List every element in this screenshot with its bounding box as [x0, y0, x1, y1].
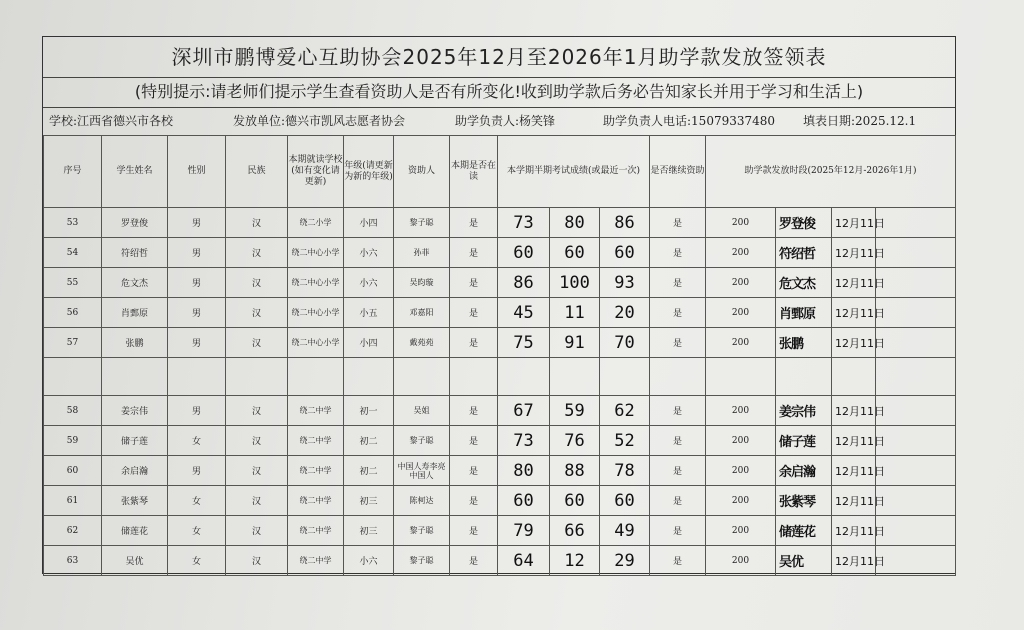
student-name: 危文杰: [102, 268, 168, 298]
score-2: 91: [550, 328, 600, 358]
score-1: 73: [498, 208, 550, 238]
student-name: 肖鄄原: [102, 298, 168, 328]
sign-date: 12月11日: [832, 328, 876, 358]
col-continue: 是否继续资助: [650, 136, 706, 208]
student-name: 储莲花: [102, 516, 168, 546]
score-3: 62: [600, 396, 650, 426]
score-3: 60: [600, 238, 650, 268]
table-row: [44, 238, 956, 268]
row-no: 62: [44, 516, 102, 546]
sponsor: 邓嘉阳: [394, 298, 450, 328]
gender: 女: [168, 546, 226, 576]
col-enrolled: 本期是否在读: [450, 136, 498, 208]
sign-table: [43, 135, 956, 576]
table-row: [44, 426, 956, 456]
score-3: 29: [600, 546, 650, 576]
row-no: 58: [44, 396, 102, 426]
enrolled: 是: [450, 298, 498, 328]
enrolled: 是: [450, 426, 498, 456]
continue: 是: [650, 486, 706, 516]
sponsor: 陈柯达: [394, 486, 450, 516]
student-name: 储子莲: [102, 426, 168, 456]
gender: 男: [168, 298, 226, 328]
ethnic: 汉: [226, 456, 288, 486]
table-row: [44, 456, 956, 486]
amount: 200: [706, 546, 776, 576]
row-no: 54: [44, 238, 102, 268]
school: 绕二中心小学: [288, 298, 344, 328]
row-no: 55: [44, 268, 102, 298]
amount: 200: [706, 456, 776, 486]
sign-date: 12月11日: [832, 208, 876, 238]
info-row: [43, 107, 955, 136]
ethnic: 汉: [226, 396, 288, 426]
col-sponsor: 资助人: [394, 136, 450, 208]
signature: 吴优: [776, 546, 832, 576]
enrolled: 是: [450, 208, 498, 238]
continue: 是: [650, 546, 706, 576]
score-1: 60: [498, 486, 550, 516]
score-1: 73: [498, 426, 550, 456]
table-row: [44, 486, 956, 516]
score-3: 49: [600, 516, 650, 546]
continue: 是: [650, 268, 706, 298]
score-3: 20: [600, 298, 650, 328]
enrolled: 是: [450, 516, 498, 546]
table-row: [44, 298, 956, 328]
ethnic: 汉: [226, 426, 288, 456]
col-no: 序号: [44, 136, 102, 208]
continue: 是: [650, 238, 706, 268]
amount: 200: [706, 396, 776, 426]
score-3: 60: [600, 486, 650, 516]
sign-date: 12月11日: [832, 426, 876, 456]
score-1: 86: [498, 268, 550, 298]
gender: 男: [168, 238, 226, 268]
score-2: 60: [550, 486, 600, 516]
table-row: [44, 268, 956, 298]
sponsor: 孙菲: [394, 238, 450, 268]
score-2: 60: [550, 238, 600, 268]
row-no: 60: [44, 456, 102, 486]
enrolled: 是: [450, 546, 498, 576]
enrolled: 是: [450, 486, 498, 516]
signature: 余启瀚: [776, 456, 832, 486]
score-1: 79: [498, 516, 550, 546]
score-1: 64: [498, 546, 550, 576]
continue: 是: [650, 208, 706, 238]
signature: 符绍哲: [776, 238, 832, 268]
table-row: [44, 546, 956, 576]
student-name: 吴优: [102, 546, 168, 576]
sponsor: 黎子聪: [394, 426, 450, 456]
grade: 小六: [344, 238, 394, 268]
blank-row: [44, 358, 956, 396]
enrolled: 是: [450, 268, 498, 298]
score-1: 60: [498, 238, 550, 268]
sponsor: 黎子聪: [394, 516, 450, 546]
score-1: 80: [498, 456, 550, 486]
score-2: 11: [550, 298, 600, 328]
gender: 女: [168, 516, 226, 546]
blank-cell: [876, 426, 956, 456]
amount: 200: [706, 426, 776, 456]
score-1: 67: [498, 396, 550, 426]
school: 绕二中学: [288, 426, 344, 456]
sign-date: 12月11日: [832, 396, 876, 426]
amount: 200: [706, 516, 776, 546]
student-name: 符绍哲: [102, 238, 168, 268]
blank-cell: [876, 328, 956, 358]
table-row: [44, 208, 956, 238]
row-no: 57: [44, 328, 102, 358]
sign-date: 12月11日: [832, 298, 876, 328]
grade: 初三: [344, 516, 394, 546]
score-3: 86: [600, 208, 650, 238]
blank-cell: [876, 208, 956, 238]
signature: 肖鄄原: [776, 298, 832, 328]
gender: 男: [168, 396, 226, 426]
sponsor: 黎子聪: [394, 546, 450, 576]
sign-date: 12月11日: [832, 238, 876, 268]
sign-date: 12月11日: [832, 268, 876, 298]
school: 绕二中学: [288, 486, 344, 516]
amount: 200: [706, 208, 776, 238]
rows-group-a: [44, 208, 956, 358]
continue: 是: [650, 426, 706, 456]
row-no: 61: [44, 486, 102, 516]
score-2: 88: [550, 456, 600, 486]
sign-date: 12月11日: [832, 456, 876, 486]
school: 绕二中学: [288, 546, 344, 576]
grade: 初一: [344, 396, 394, 426]
sponsor: 吴昀璇: [394, 268, 450, 298]
ethnic: 汉: [226, 298, 288, 328]
score-2: 100: [550, 268, 600, 298]
enrolled: 是: [450, 328, 498, 358]
table-row: [44, 516, 956, 546]
grade: 初二: [344, 426, 394, 456]
score-2: 76: [550, 426, 600, 456]
amount: 200: [706, 486, 776, 516]
blank-cell: [876, 238, 956, 268]
school: 绕二中心小学: [288, 268, 344, 298]
grade: 小六: [344, 546, 394, 576]
blank-cell: [876, 456, 956, 486]
gender: 男: [168, 268, 226, 298]
signature: 张紫琴: [776, 486, 832, 516]
info-school: 学校:江西省德兴市各校: [49, 114, 174, 128]
signature: 姜宗伟: [776, 396, 832, 426]
continue: 是: [650, 298, 706, 328]
student-name: 罗登俊: [102, 208, 168, 238]
table-row: [44, 396, 956, 426]
school: 绕二小学: [288, 208, 344, 238]
sign-date: 12月11日: [832, 486, 876, 516]
student-name: 姜宗伟: [102, 396, 168, 426]
signature: 储莲花: [776, 516, 832, 546]
ethnic: 汉: [226, 546, 288, 576]
school: 绕二中学: [288, 396, 344, 426]
signature: 张鹏: [776, 328, 832, 358]
student-name: 张鹏: [102, 328, 168, 358]
ethnic: 汉: [226, 268, 288, 298]
score-3: 70: [600, 328, 650, 358]
col-school: 本期就读学校(如有变化请更新): [288, 136, 344, 208]
grade: 小四: [344, 328, 394, 358]
ethnic: 汉: [226, 516, 288, 546]
continue: 是: [650, 328, 706, 358]
sponsor: 黎子聪: [394, 208, 450, 238]
info-issuer: 发放单位:德兴市凯风志愿者协会: [233, 114, 406, 128]
grade: 小五: [344, 298, 394, 328]
ethnic: 汉: [226, 486, 288, 516]
ethnic: 汉: [226, 328, 288, 358]
amount: 200: [706, 238, 776, 268]
col-name: 学生姓名: [102, 136, 168, 208]
score-1: 75: [498, 328, 550, 358]
student-name: 张紫琴: [102, 486, 168, 516]
continue: 是: [650, 516, 706, 546]
row-no: 53: [44, 208, 102, 238]
sponsor: 戴苑苑: [394, 328, 450, 358]
score-1: 45: [498, 298, 550, 328]
enrolled: 是: [450, 396, 498, 426]
col-grade: 年级(请更新为新的年级): [344, 136, 394, 208]
sheet-title: 深圳市鹏博爱心互助协会2025年12月至2026年1月助学款发放签领表: [43, 37, 955, 78]
ethnic: 汉: [226, 238, 288, 268]
school: 绕二中心小学: [288, 328, 344, 358]
gender: 男: [168, 328, 226, 358]
student-name: 余启瀚: [102, 456, 168, 486]
col-ethnic: 民族: [226, 136, 288, 208]
ethnic: 汉: [226, 208, 288, 238]
sponsor: 中国人寿李亮 中国人: [394, 456, 450, 486]
blank-cell: [876, 486, 956, 516]
signature: 储子莲: [776, 426, 832, 456]
blank-cell: [876, 268, 956, 298]
score-3: 93: [600, 268, 650, 298]
row-no: 56: [44, 298, 102, 328]
school: 绕二中学: [288, 516, 344, 546]
table-row: [44, 328, 956, 358]
gender: 女: [168, 426, 226, 456]
info-leader: 助学负责人:杨笑锋: [455, 114, 556, 128]
continue: 是: [650, 396, 706, 426]
school: 绕二中心小学: [288, 238, 344, 268]
score-3: 78: [600, 456, 650, 486]
score-2: 59: [550, 396, 600, 426]
amount: 200: [706, 298, 776, 328]
score-2: 80: [550, 208, 600, 238]
sign-sheet: [42, 36, 956, 574]
grade: 小六: [344, 268, 394, 298]
blank-cell: [876, 298, 956, 328]
blank-cell: [876, 396, 956, 426]
header-row: [44, 136, 956, 208]
amount: 200: [706, 328, 776, 358]
row-no: 63: [44, 546, 102, 576]
gender: 男: [168, 208, 226, 238]
school: 绕二中学: [288, 456, 344, 486]
gender: 男: [168, 456, 226, 486]
grade: 小四: [344, 208, 394, 238]
signature: 危文杰: [776, 268, 832, 298]
sign-date: 12月11日: [832, 546, 876, 576]
gap-group: [44, 358, 956, 396]
score-3: 52: [600, 426, 650, 456]
sign-date: 12月11日: [832, 516, 876, 546]
col-scores: 本学期半期考试成绩(或最近一次): [498, 136, 650, 208]
blank-cell: [876, 516, 956, 546]
score-2: 66: [550, 516, 600, 546]
score-2: 12: [550, 546, 600, 576]
rows-group-b: [44, 396, 956, 576]
gender: 女: [168, 486, 226, 516]
blank-cell: [876, 546, 956, 576]
info-phone: 助学负责人电话:15079337480: [603, 114, 776, 128]
special-notice: (特别提示:请老师们提示学生查看资助人是否有所变化!收到助学款后务必告知家长并用于学习和生活上): [43, 77, 955, 108]
continue: 是: [650, 456, 706, 486]
col-period: 助学款发放时段(2025年12月-2026年1月): [706, 136, 956, 208]
col-gender: 性别: [168, 136, 226, 208]
signature: 罗登俊: [776, 208, 832, 238]
sponsor: 吴姐: [394, 396, 450, 426]
grade: 初三: [344, 486, 394, 516]
enrolled: 是: [450, 238, 498, 268]
info-date: 填表日期:2025.12.1: [803, 114, 917, 128]
enrolled: 是: [450, 456, 498, 486]
row-no: 59: [44, 426, 102, 456]
grade: 初二: [344, 456, 394, 486]
amount: 200: [706, 268, 776, 298]
